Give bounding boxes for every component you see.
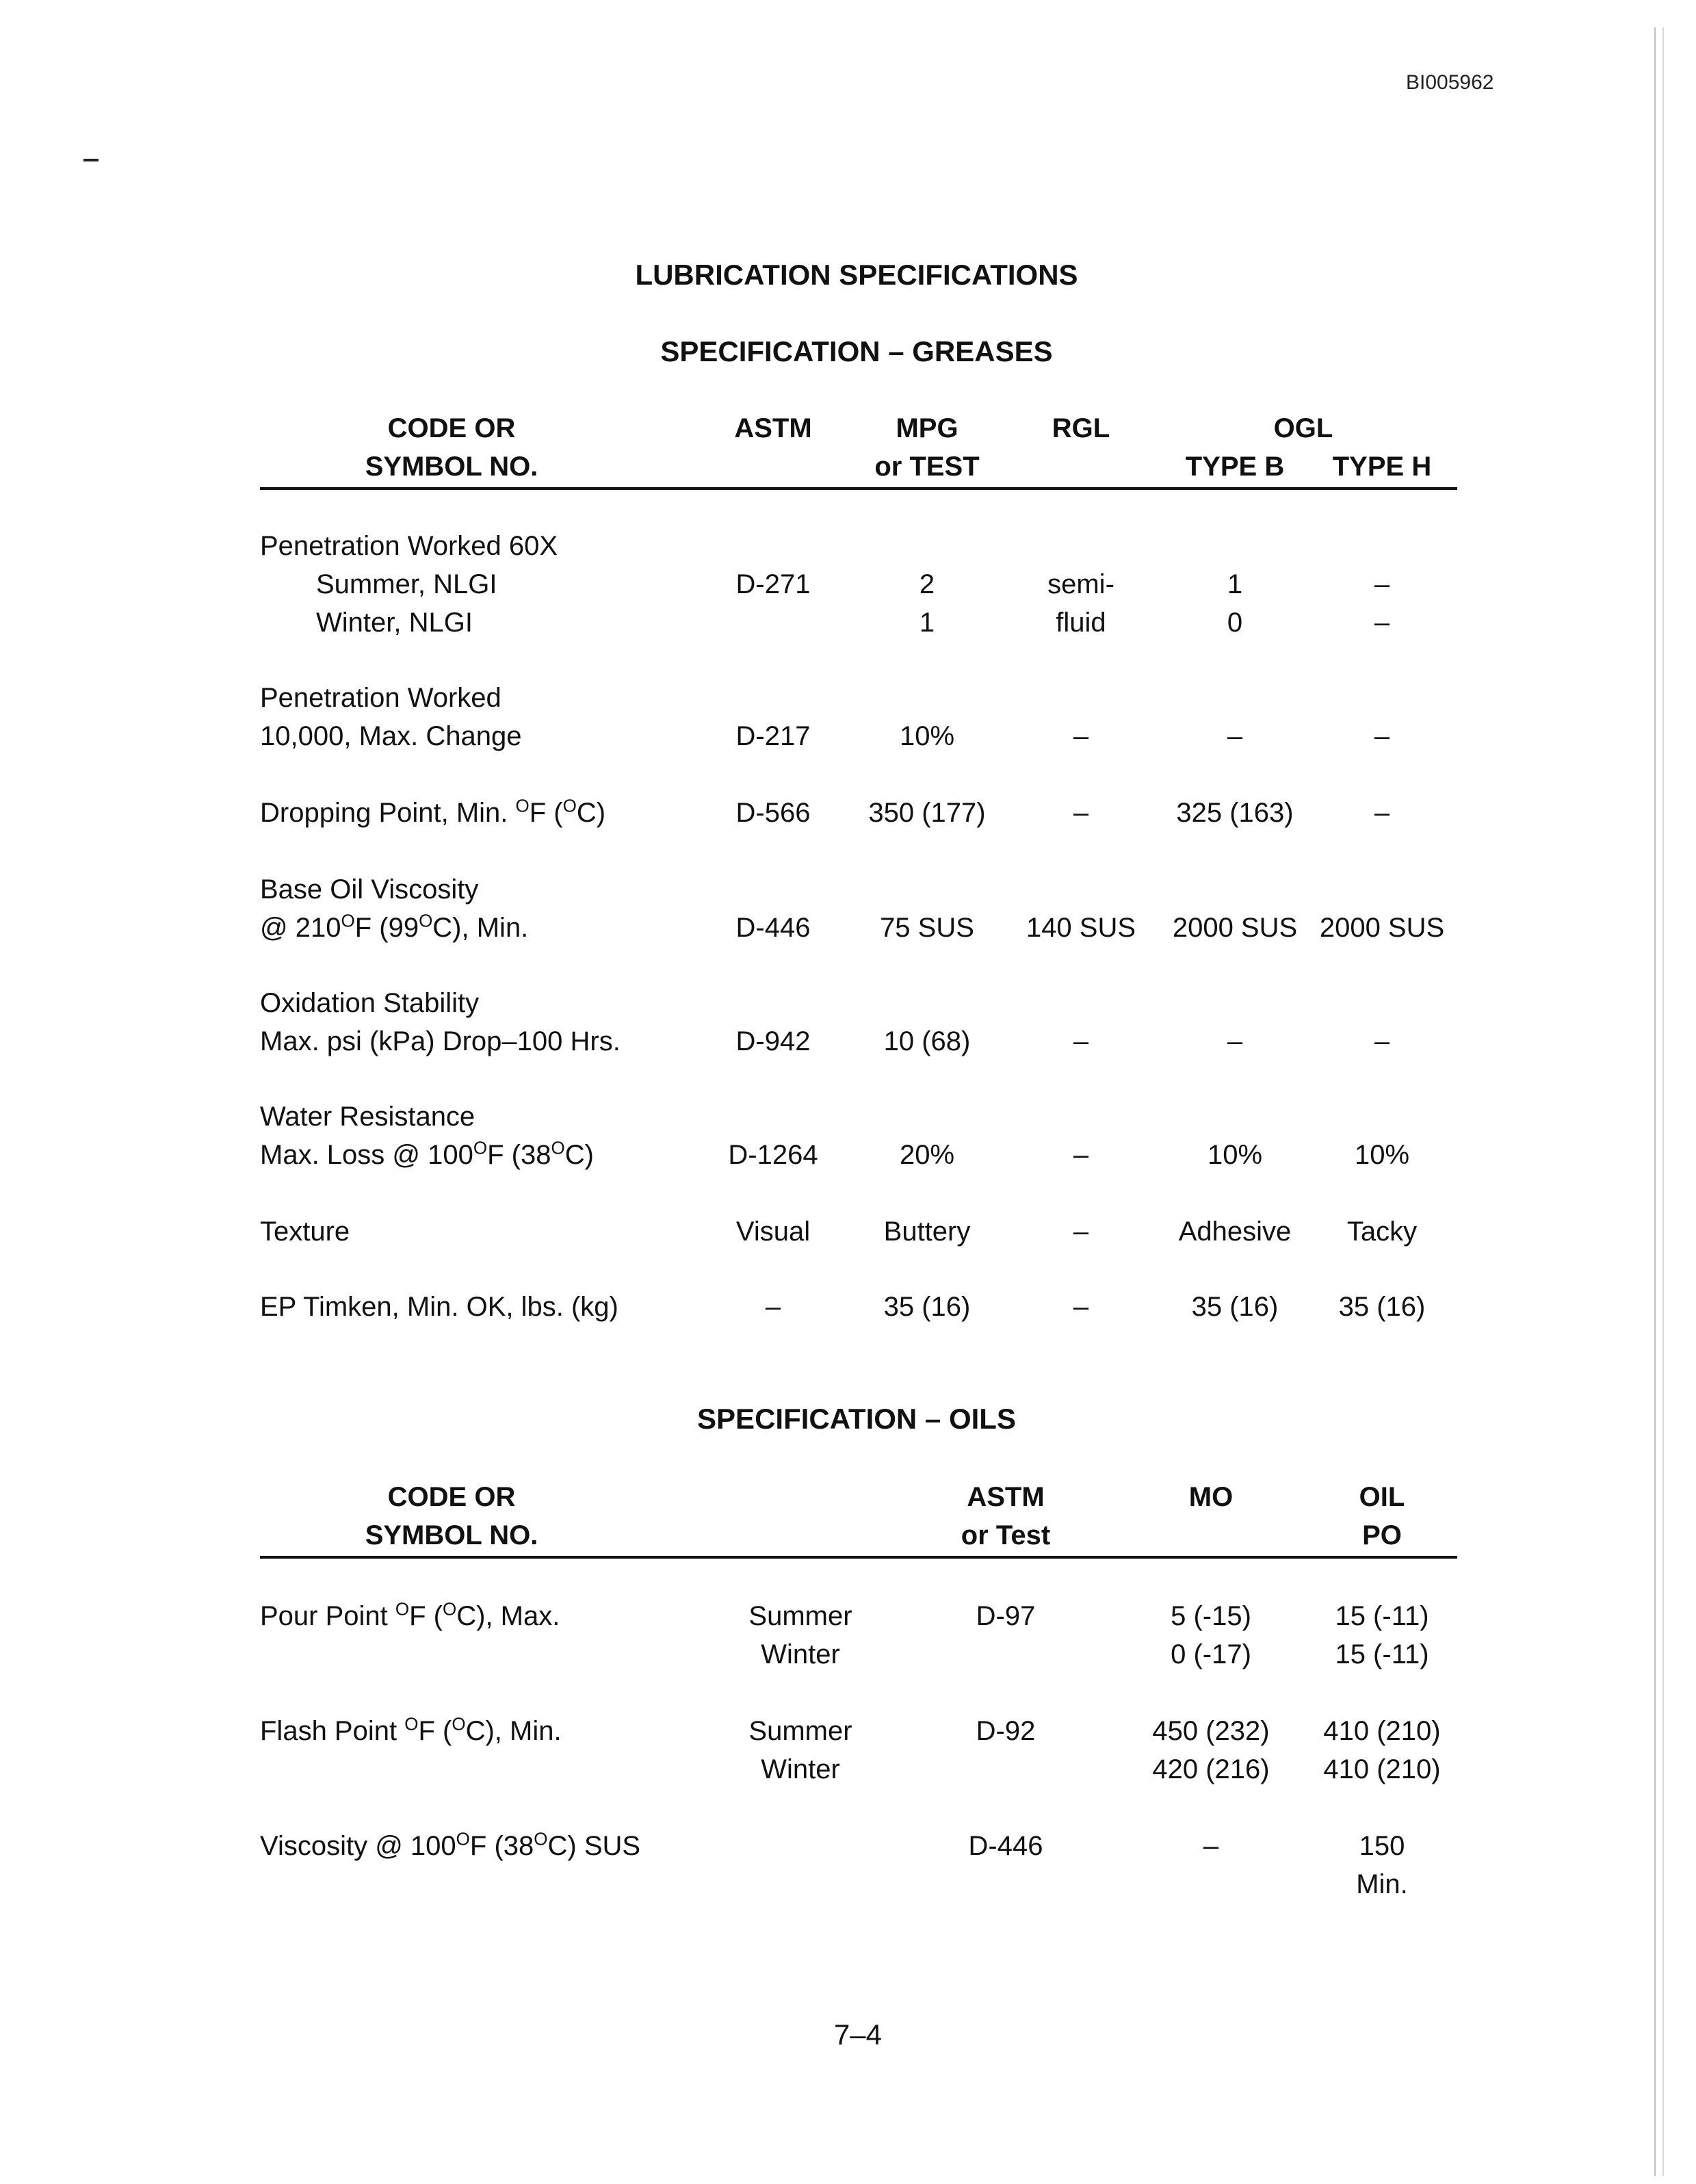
document-id: BI005962	[1406, 71, 1494, 94]
header-type-h: TYPE H	[1332, 452, 1432, 482]
cell-mpg: 20%	[899, 1140, 955, 1170]
header-po: PO	[1362, 1520, 1402, 1550]
oils-heading: SPECIFICATION – OILS	[697, 1403, 1016, 1435]
cell-po: 15 (-11)	[1335, 1639, 1429, 1669]
cell-mpg: 1	[919, 608, 935, 638]
page-number: 7–4	[833, 2018, 883, 2051]
cell-mpg: 35 (16)	[883, 1292, 971, 1322]
header-type-b: TYPE B	[1185, 452, 1285, 482]
header-mpg-1: MPG	[896, 413, 958, 443]
cell-type-b: 10%	[1207, 1140, 1263, 1170]
row-sublabel: Winter, NLGI	[316, 608, 473, 638]
cell-type-h: –	[1374, 569, 1390, 599]
row-label: Penetration Worked 60X	[260, 531, 558, 561]
row-label: Viscosity @ $100^OF$ $(38^OC)$ SUS	[260, 1828, 641, 1861]
cell-po: 410 (210)	[1323, 1754, 1441, 1784]
cell-po: 150	[1359, 1831, 1405, 1861]
cell-rgl: –	[1073, 1292, 1089, 1322]
cell-type-h: 10%	[1354, 1140, 1410, 1170]
cell-mo: –	[1203, 1831, 1219, 1861]
header-astm-1: ASTM	[967, 1482, 1045, 1512]
cell-mo: 0 (-17)	[1171, 1639, 1251, 1669]
greases-heading: SPECIFICATION – GREASES	[660, 335, 1053, 367]
cell-rgl: –	[1073, 798, 1089, 828]
cell-mpg: 10%	[899, 721, 955, 751]
cell-astm: Visual	[735, 1217, 811, 1247]
row-label: Base Oil Viscosity	[260, 874, 479, 905]
cell-mpg: 75 SUS	[880, 913, 974, 943]
cell-astm: D-566	[735, 798, 811, 828]
row-label: Penetration Worked	[260, 683, 501, 713]
header-oil: OIL	[1359, 1482, 1405, 1512]
cell-po: 410 (210)	[1323, 1716, 1441, 1746]
cell-type-h: Tacky	[1346, 1217, 1418, 1247]
greases-header-rule	[260, 487, 1457, 490]
cell-type-h: –	[1374, 608, 1390, 638]
row-label: Oxidation Stability	[260, 988, 480, 1018]
document-title: LUBRICATION SPECIFICATIONS	[635, 259, 1078, 291]
header-code-2: SYMBOL NO.	[365, 1520, 538, 1550]
cell-rgl: –	[1073, 1217, 1089, 1247]
cell-season: Summer	[748, 1601, 852, 1631]
cell-type-b: 35 (16)	[1191, 1292, 1279, 1322]
cell-type-b: –	[1227, 721, 1243, 751]
cell-astm: D-446	[735, 913, 811, 943]
row-label: @ $210^OF$ $(99^OC)$, Min.	[260, 910, 529, 943]
cell-astm: D-92	[976, 1716, 1036, 1746]
cell-mpg: 350 (177)	[868, 798, 986, 828]
cell-type-h: 2000 SUS	[1319, 913, 1445, 943]
cell-season: Summer	[748, 1716, 852, 1746]
cell-po: Min.	[1356, 1869, 1408, 1899]
cell-type-b: 2000 SUS	[1172, 913, 1298, 943]
scan-edge-line-2	[1662, 27, 1664, 2176]
cell-mo: 450 (232)	[1152, 1716, 1270, 1746]
header-code-1: CODE OR	[387, 1482, 516, 1512]
cell-rgl: –	[1073, 1140, 1089, 1170]
cell-astm: D-271	[735, 569, 811, 599]
cell-type-b: 1	[1227, 569, 1243, 599]
cell-po: 15 (-11)	[1335, 1601, 1429, 1631]
cell-mpg: 2	[919, 569, 935, 599]
row-label: Dropping Point, Min. $^O$F ($^O$C)	[260, 795, 606, 828]
cell-rgl: 140 SUS	[1026, 913, 1136, 943]
row-label: EP Timken, Min. OK, lbs. (kg)	[260, 1292, 618, 1322]
cell-astm: D-1264	[728, 1140, 818, 1170]
oils-header-rule	[260, 1556, 1457, 1559]
row-label: 10,000, Max. Change	[260, 721, 522, 751]
cell-astm: –	[765, 1292, 781, 1322]
cell-rgl: semi-	[1047, 569, 1114, 599]
cell-astm: D-217	[735, 721, 811, 751]
row-label: Water Resistance	[260, 1102, 475, 1132]
cell-mo: 5 (-15)	[1171, 1601, 1251, 1631]
header-code-2: SYMBOL NO.	[365, 452, 538, 482]
header-astm: ASTM	[734, 413, 812, 443]
cell-rgl: –	[1073, 721, 1089, 751]
row-label: Max. psi (kPa) Drop–100 Hrs.	[260, 1026, 621, 1056]
header-ogl: OGL	[1273, 413, 1333, 443]
cell-mpg: 10 (68)	[883, 1026, 971, 1056]
row-label: Pour Point $^O$F ($^O$C), Max.	[260, 1598, 560, 1631]
header-code-1: CODE OR	[387, 413, 516, 443]
header-mpg-2: or TEST	[874, 452, 980, 482]
margin-mark	[83, 159, 99, 161]
header-mo: MO	[1188, 1482, 1234, 1512]
cell-type-b: Adhesive	[1178, 1217, 1292, 1247]
cell-astm: D-97	[976, 1601, 1036, 1631]
cell-type-h: –	[1374, 1026, 1390, 1056]
cell-season: Winter	[761, 1754, 840, 1784]
cell-rgl: fluid	[1056, 608, 1106, 638]
header-astm-2: or Test	[961, 1520, 1051, 1550]
scan-edge-line	[1654, 27, 1656, 2176]
row-label: Texture	[260, 1217, 350, 1247]
row-label: Max. Loss @ $100^OF$ $(38^OC)$	[260, 1137, 594, 1170]
cell-season: Winter	[761, 1639, 840, 1669]
cell-type-b: –	[1227, 1026, 1243, 1056]
cell-astm: D-446	[968, 1831, 1043, 1861]
row-sublabel: Summer, NLGI	[316, 569, 497, 599]
header-rgl: RGL	[1052, 413, 1110, 443]
cell-astm: D-942	[735, 1026, 811, 1056]
row-label: Flash Point $^O$F ($^O$C), Min.	[260, 1713, 562, 1746]
cell-mo: 420 (216)	[1152, 1754, 1270, 1784]
cell-type-h: –	[1374, 721, 1390, 751]
cell-type-b: 0	[1227, 608, 1243, 638]
cell-type-h: –	[1374, 798, 1390, 828]
cell-type-b: 325 (163)	[1176, 798, 1294, 828]
cell-mpg: Buttery	[883, 1217, 971, 1247]
cell-rgl: –	[1073, 1026, 1089, 1056]
cell-type-h: 35 (16)	[1338, 1292, 1426, 1322]
